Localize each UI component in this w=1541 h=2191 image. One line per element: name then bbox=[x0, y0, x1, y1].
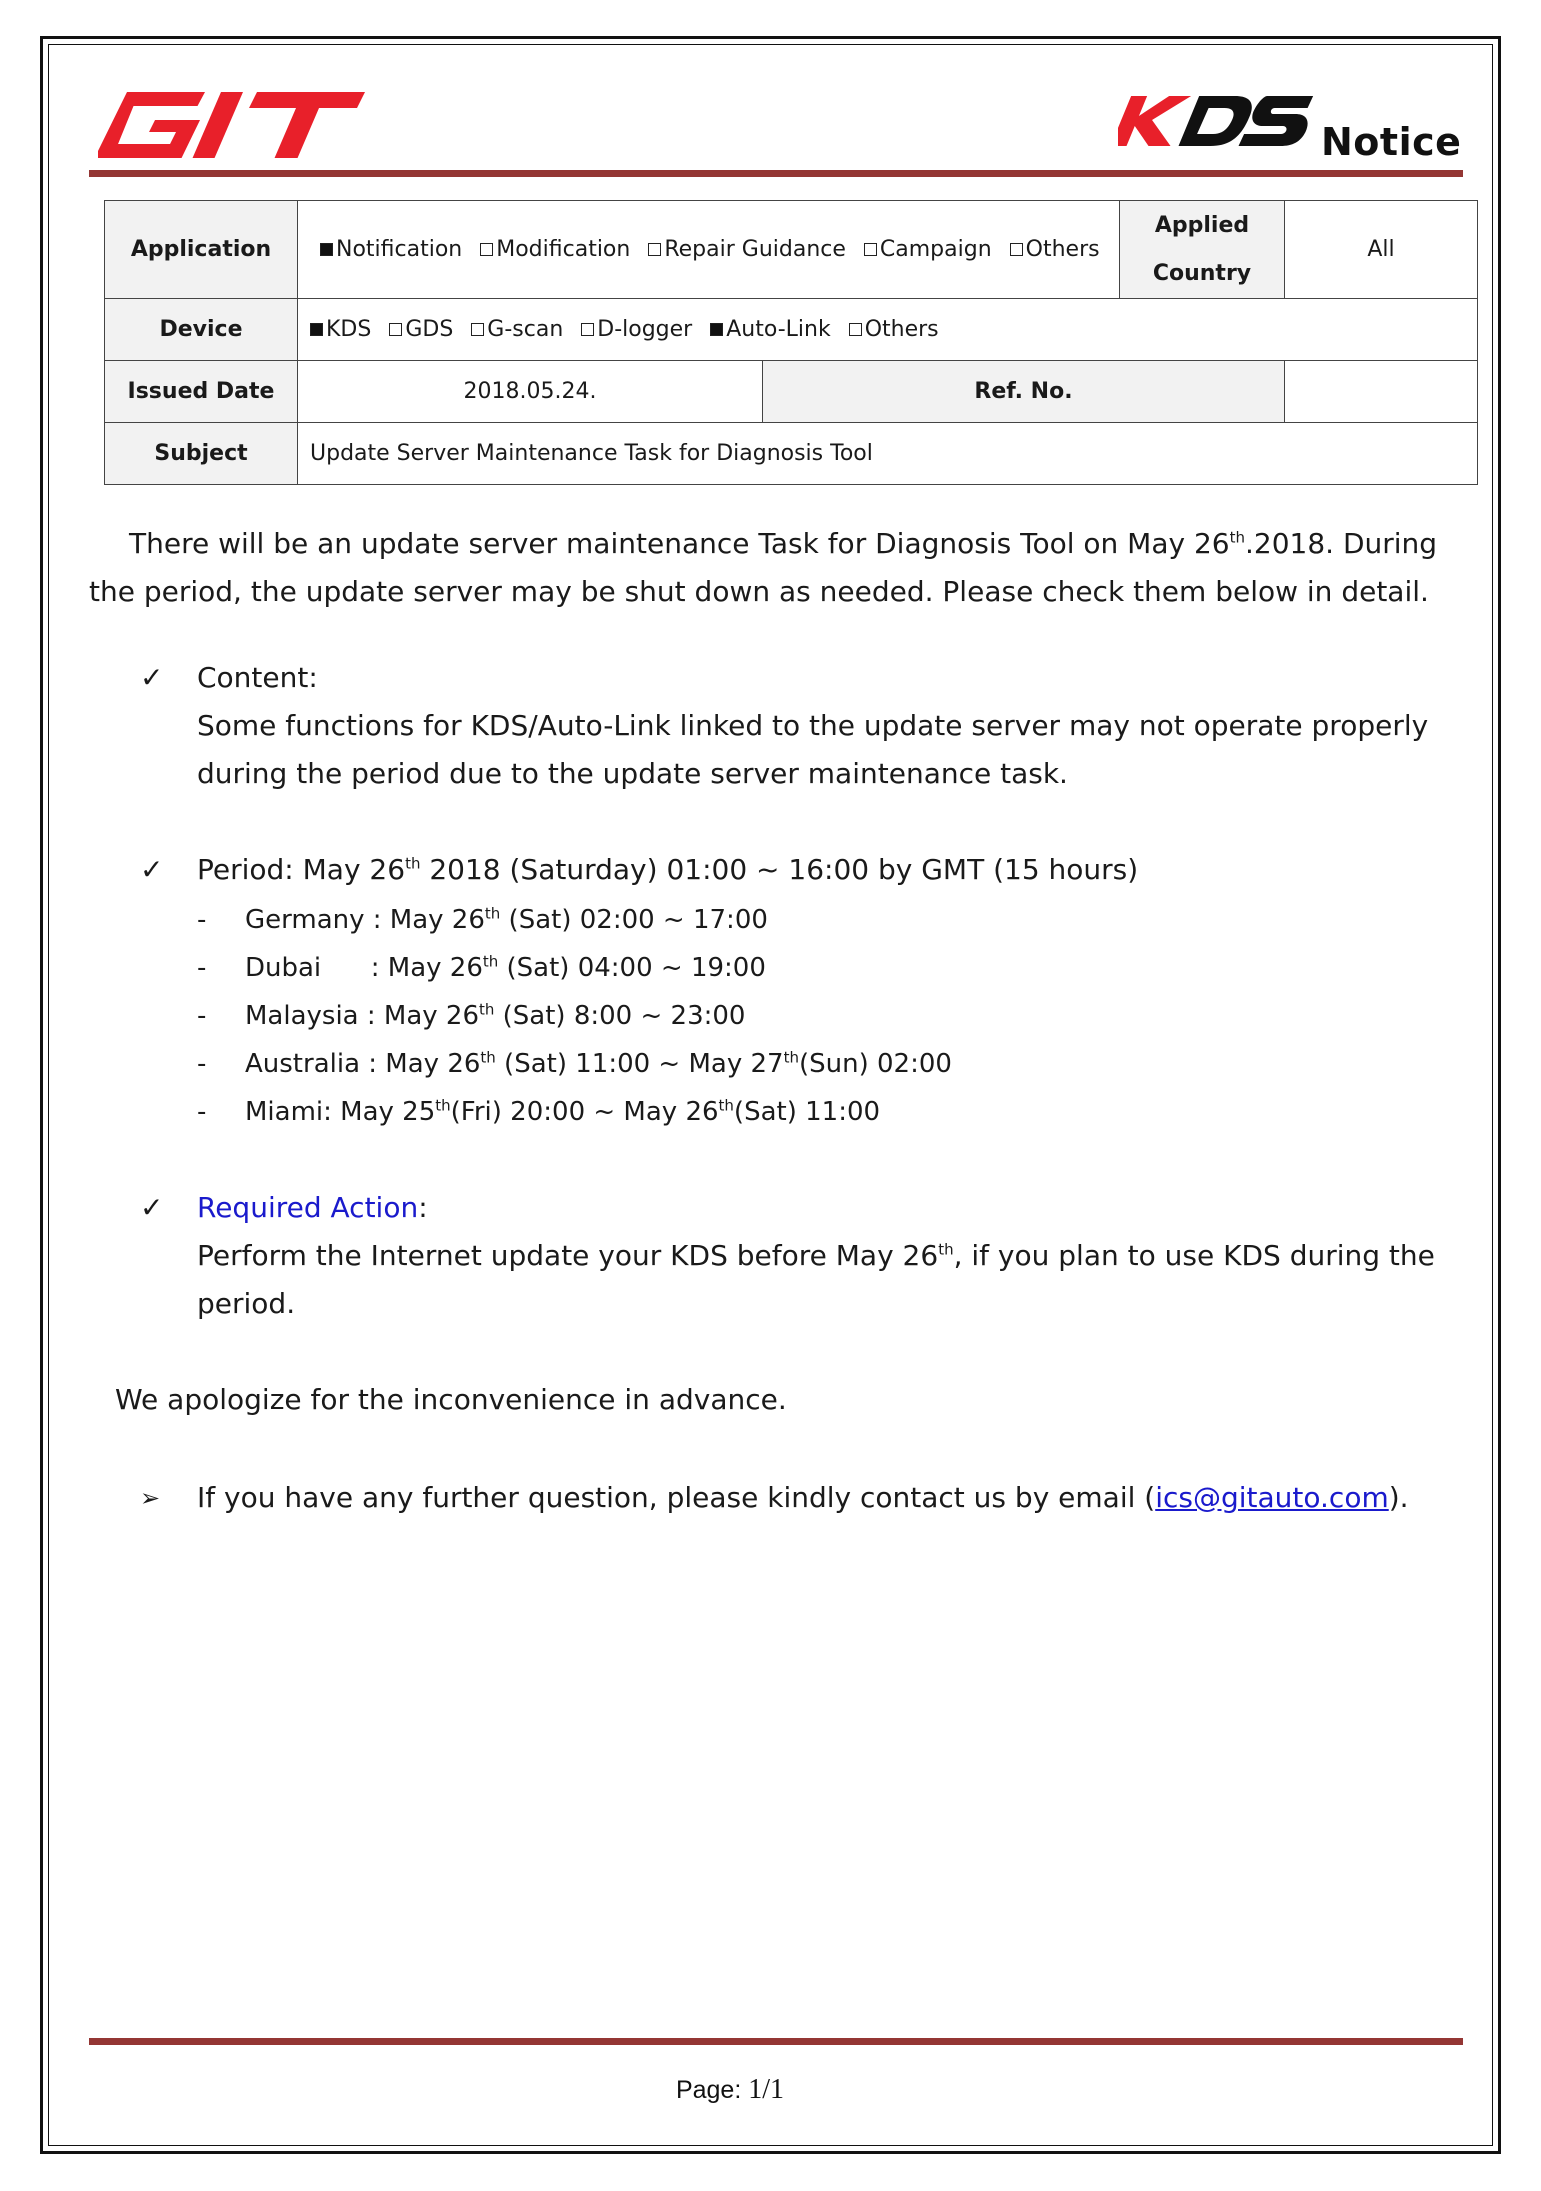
period-row-malaysia: - Malaysia : May 26th (Sat) 8:00 ~ 23:00 bbox=[197, 1000, 746, 1031]
subject-value: Update Server Maintenance Task for Diagnosis Tool bbox=[298, 423, 1478, 485]
period-row-dubai: - Dubai : May 26th (Sat) 04:00 ~ 19:00 bbox=[197, 952, 766, 983]
application-option: Modification bbox=[480, 237, 630, 262]
required-action-title: Required Action: bbox=[197, 1191, 428, 1224]
arrowhead-bullet-icon: ➢ bbox=[140, 1484, 161, 1512]
intro-line-2: the period, the update server may be shut down as needed. Please check them below in detail. bbox=[89, 575, 1429, 608]
checkmark-icon: ✓ bbox=[140, 661, 164, 694]
notice-heading: Notice bbox=[1321, 120, 1462, 164]
device-row bbox=[105, 299, 1478, 361]
application-option: Notification bbox=[320, 237, 462, 262]
checkbox-empty-icon bbox=[648, 243, 661, 256]
application-option: Campaign bbox=[864, 237, 992, 262]
intro-line-1: There will be an update server maintenance Task for Diagnosis Tool on May 26th.2018. During bbox=[129, 527, 1438, 560]
period-row-germany: - Germany : May 26th (Sat) 02:00 ~ 17:00 bbox=[197, 904, 768, 935]
checkbox-empty-icon bbox=[389, 323, 402, 336]
device-option: GDS bbox=[389, 317, 453, 342]
content-line-1: Some functions for KDS/Auto-Link linked to the update server may not operate properly bbox=[197, 709, 1429, 742]
checkbox-empty-icon bbox=[471, 323, 484, 336]
required-action-line-2: period. bbox=[197, 1287, 296, 1320]
kds-logo bbox=[1118, 92, 1318, 150]
device-option: Others bbox=[849, 317, 939, 342]
period-title: Period: May 26th 2018 (Saturday) 01:00 ~ 16:00 by GMT (15 hours) bbox=[197, 853, 1139, 886]
content-line-2: during the period due to the update server maintenance task. bbox=[197, 757, 1068, 790]
header-rule bbox=[89, 170, 1463, 177]
applied-country-label: Applied Country bbox=[1120, 201, 1285, 299]
required-action-line-1: Perform the Internet update your KDS before May 26th, if you plan to use KDS during the bbox=[197, 1239, 1435, 1272]
checkbox-checked-icon bbox=[320, 243, 333, 256]
period-row-miami: - Miami: May 25th(Fri) 20:00 ~ May 26th(Sat) 11:00 bbox=[197, 1096, 881, 1127]
application-option: Others bbox=[1010, 237, 1100, 262]
notice-info-table bbox=[104, 200, 1478, 485]
application-row bbox=[105, 201, 1478, 299]
required-action-section bbox=[140, 1184, 1460, 1328]
content-section bbox=[140, 654, 1460, 798]
device-label: Device bbox=[105, 299, 298, 361]
ref-no-value bbox=[1285, 361, 1478, 423]
checkbox-empty-icon bbox=[864, 243, 877, 256]
checkbox-checked-icon bbox=[710, 323, 723, 336]
contact-section bbox=[140, 1474, 1460, 1522]
period-row-australia: - Australia : May 26th (Sat) 11:00 ~ May 27th(Sun) 02:00 bbox=[197, 1048, 952, 1079]
issued-date-label: Issued Date bbox=[105, 361, 298, 423]
content-title: Content: bbox=[197, 661, 318, 694]
contact-line: If you have any further question, please kindly contact us by email (ics@gitauto.com). bbox=[197, 1481, 1409, 1514]
apology-text: We apologize for the inconvenience in advance. bbox=[115, 1383, 787, 1416]
checkmark-icon: ✓ bbox=[140, 853, 164, 886]
footer-rule bbox=[89, 2038, 1463, 2045]
application-label: Application bbox=[105, 201, 298, 299]
page-footer: Page: 1/1 bbox=[675, 2074, 785, 2105]
issued-date-row bbox=[105, 361, 1478, 423]
period-section bbox=[140, 846, 1460, 894]
contact-email-link[interactable]: ics@gitauto.com bbox=[1155, 1481, 1389, 1514]
application-option: Repair Guidance bbox=[648, 237, 846, 262]
device-options bbox=[298, 299, 1478, 361]
device-option: Auto-Link bbox=[710, 317, 830, 342]
device-option: D-logger bbox=[581, 317, 692, 342]
git-logo bbox=[98, 88, 370, 162]
checkbox-empty-icon bbox=[480, 243, 493, 256]
subject-label: Subject bbox=[105, 423, 298, 485]
device-option: KDS bbox=[310, 317, 371, 342]
device-option: G-scan bbox=[471, 317, 563, 342]
applied-country-value: All bbox=[1285, 201, 1478, 299]
subject-row bbox=[105, 423, 1478, 485]
checkbox-empty-icon bbox=[849, 323, 862, 336]
checkbox-empty-icon bbox=[1010, 243, 1023, 256]
application-options bbox=[298, 201, 1120, 299]
checkbox-checked-icon bbox=[310, 323, 323, 336]
checkmark-icon: ✓ bbox=[140, 1191, 164, 1224]
intro-paragraph bbox=[89, 520, 1469, 616]
page-number: 1/1 bbox=[748, 2074, 785, 2105]
issued-date-value: 2018.05.24. bbox=[298, 361, 763, 423]
checkbox-empty-icon bbox=[581, 323, 594, 336]
ref-no-label: Ref. No. bbox=[763, 361, 1285, 423]
